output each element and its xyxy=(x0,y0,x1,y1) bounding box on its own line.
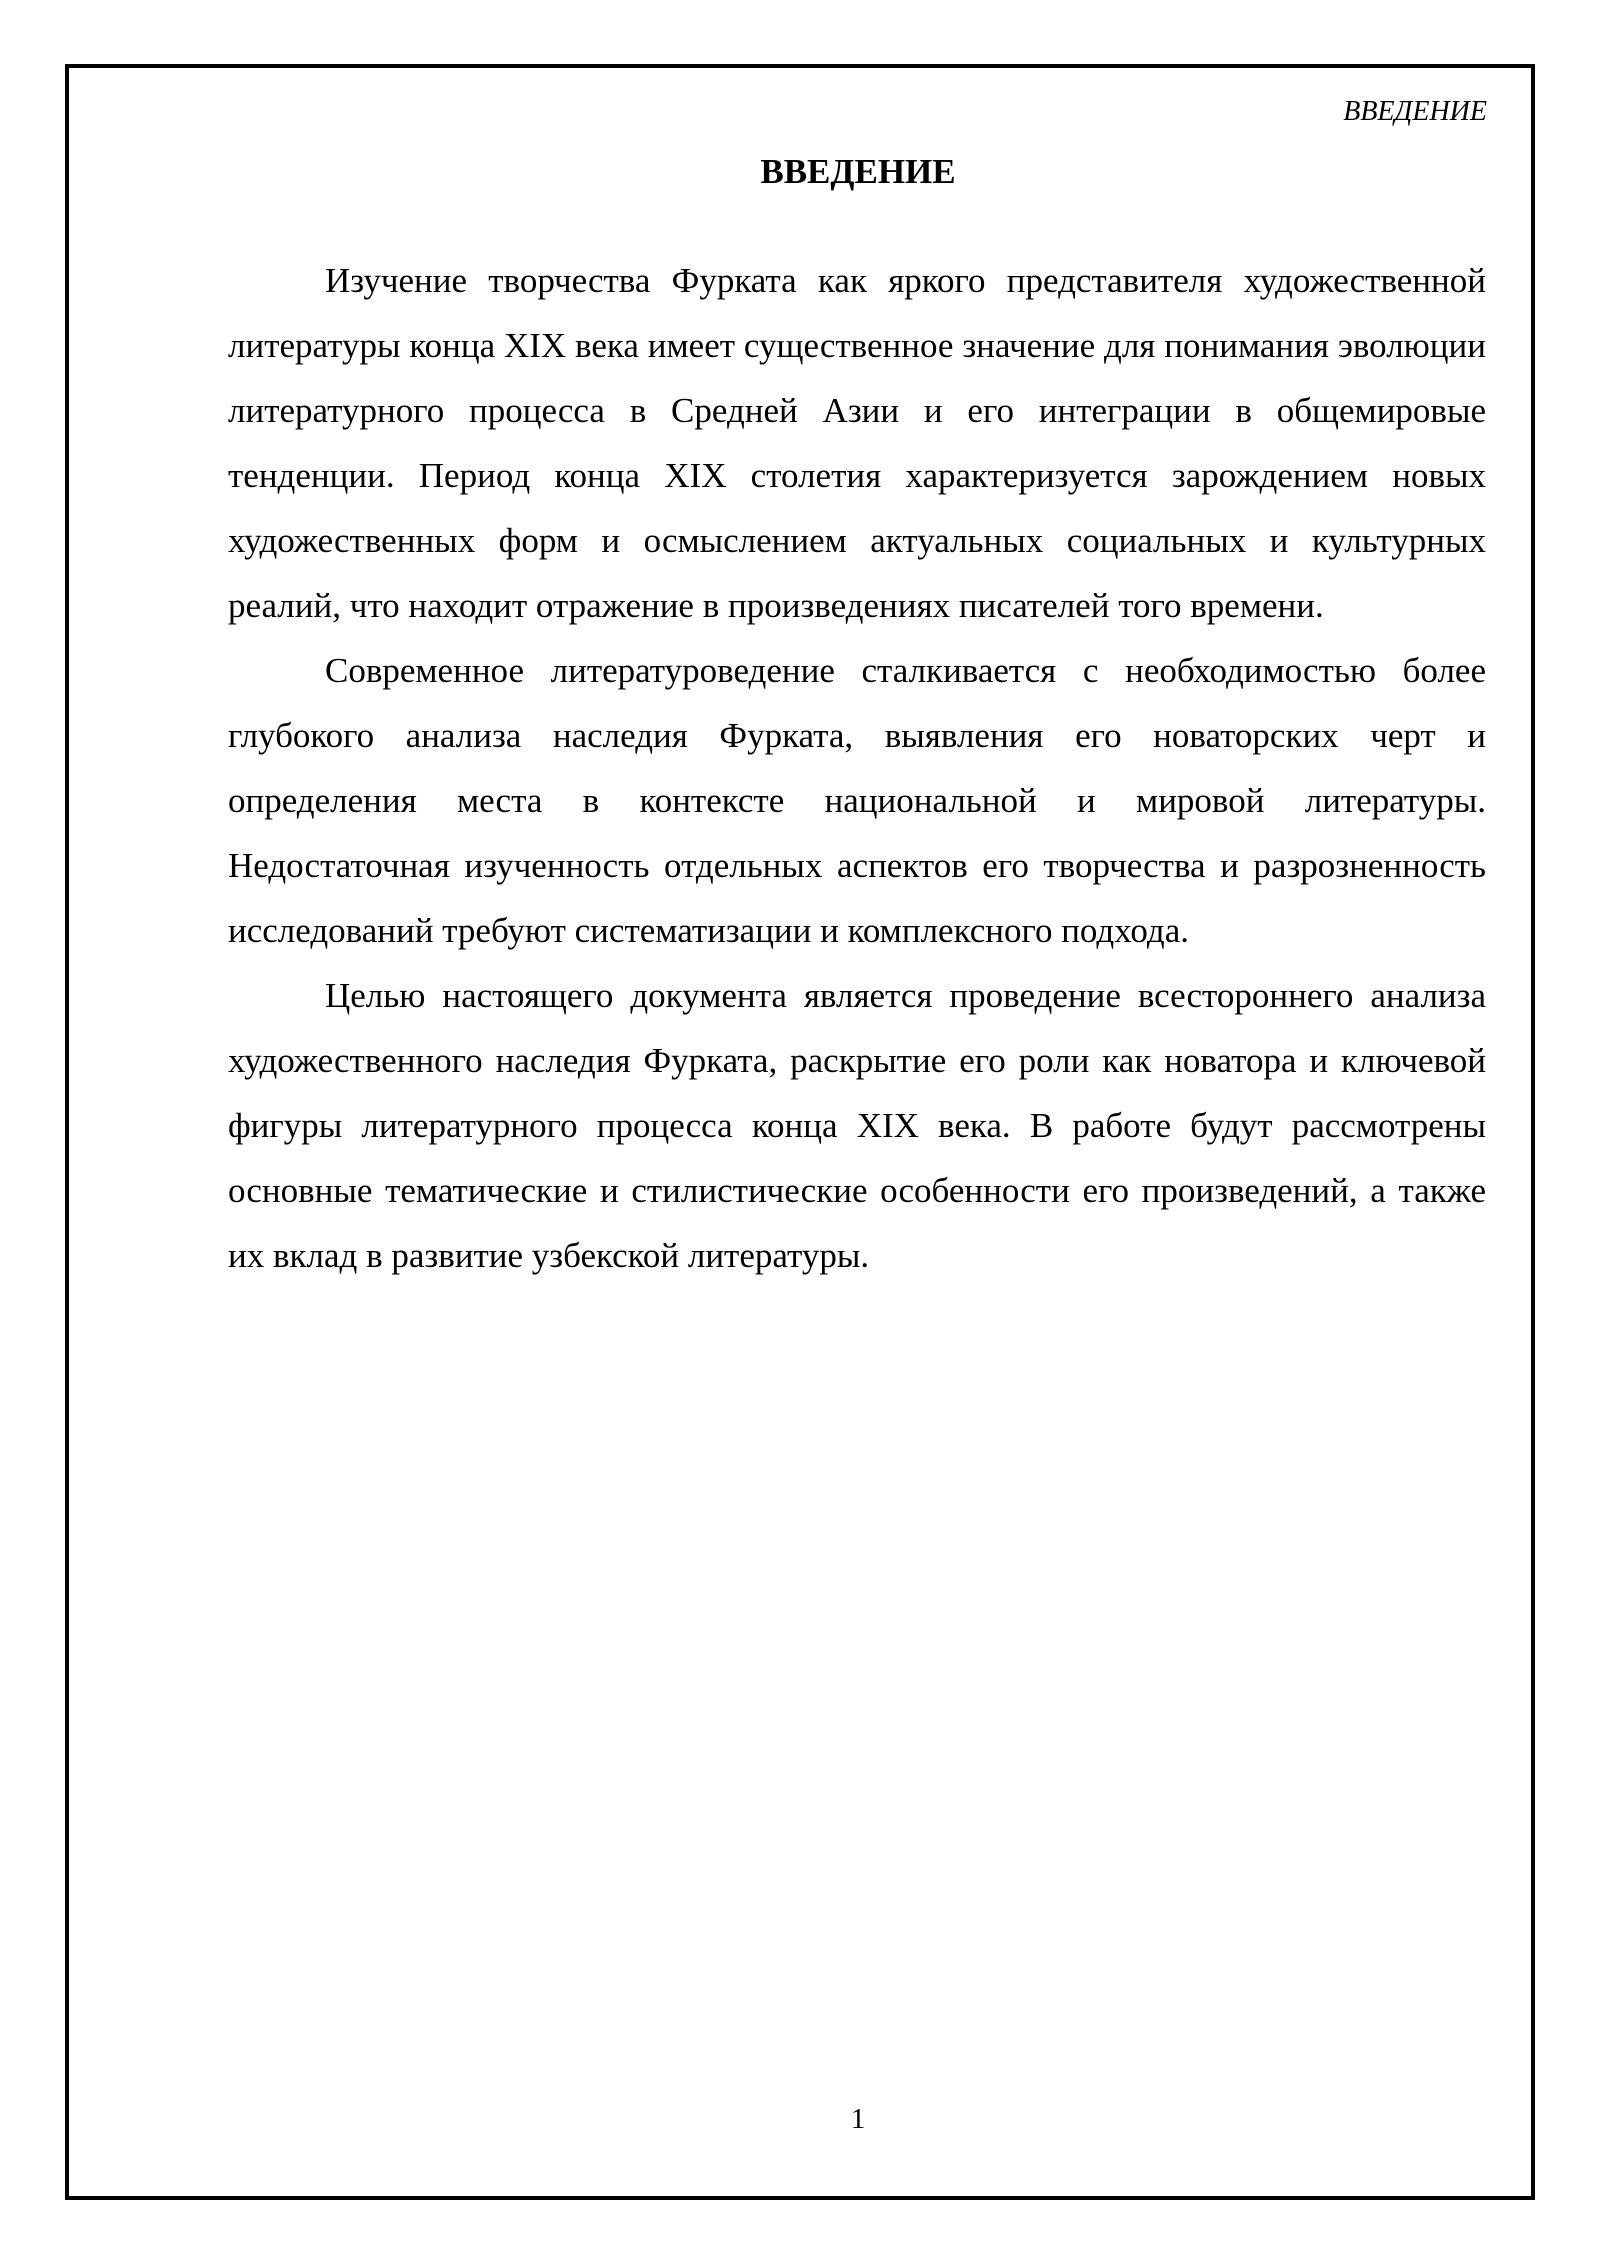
running-header: ВВЕДЕНИЕ xyxy=(1343,96,1487,127)
page-number: 1 xyxy=(850,2103,866,2135)
body-paragraph: Целью настоящего документа является проведение всестороннего анализа художественного наследия Фурката, раскрытие его роли как новатора и ключевой фигуры литературного процесса конца XIX века. В работе будут рассмотрены основные тематические и стилистические особенности его произведений, а также их вклад в развитие узбекской литературы. xyxy=(228,976,1486,1275)
body-paragraph: Изучение творчества Фурката как яркого представителя художественной литературы конца XIX века имеет существенное значение для понимания эволюции литературного процесса в Средней Азии и его интеграции в общемировые тенденции. Период конца XIX столетия характеризуется зарождением новых художественных форм и осмыслением актуальных социальных и культурных реалий, что находит отражение в произведениях писателей того времени. xyxy=(228,261,1486,625)
page-title: ВВЕДЕНИЕ xyxy=(760,152,956,191)
body-paragraph: Современное литературоведение сталкивается с необходимостью более глубокого анализа наследия Фурката, выявления его новаторских черт и определения места в контексте национальной и мировой литературы. Недостаточная изученность отдельных аспектов его творчества и разрозненность исследований требуют систематизации и комплексного подхода. xyxy=(228,651,1486,950)
document-body xyxy=(228,248,1486,1288)
